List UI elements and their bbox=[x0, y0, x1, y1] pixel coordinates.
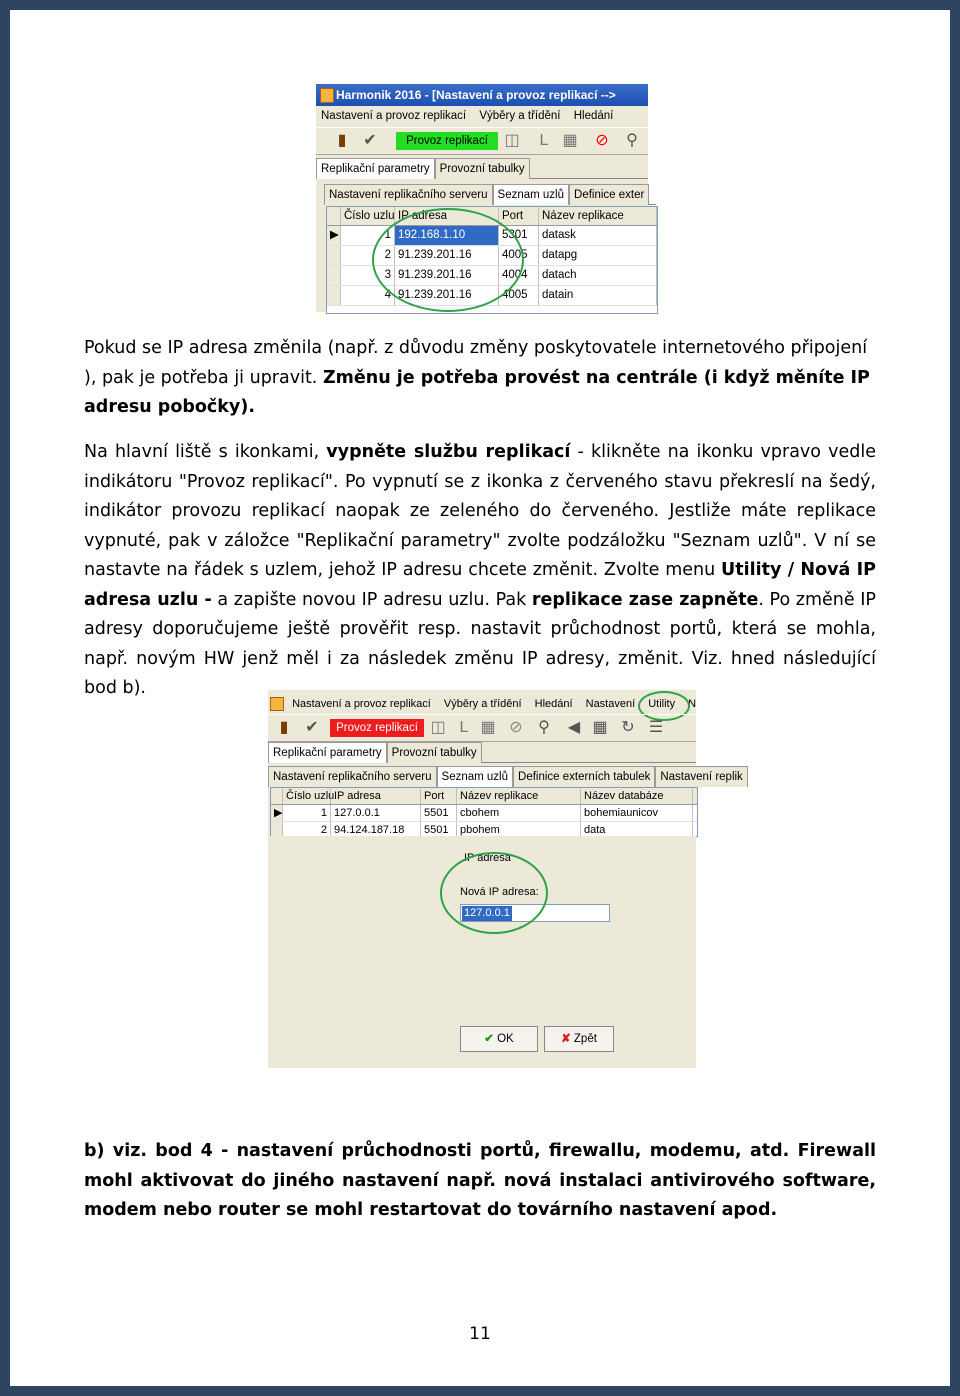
row-header bbox=[327, 286, 341, 305]
table-icon[interactable]: ▦ bbox=[480, 719, 496, 736]
menu-item-search[interactable]: Hledání bbox=[534, 698, 573, 710]
cell-ip-address[interactable]: 91.239.201.16 bbox=[395, 246, 499, 265]
cell-database-name: data bbox=[581, 822, 693, 838]
l-icon[interactable]: L bbox=[539, 132, 549, 149]
header-ip-address[interactable]: IP adresa bbox=[395, 207, 499, 225]
row-pointer-icon: ▶ bbox=[327, 226, 341, 245]
header-node-number[interactable]: Číslo uzlu bbox=[341, 207, 395, 225]
tab-replication-parameters[interactable]: Replikační parametry bbox=[316, 158, 435, 179]
screenshot-replication-settings bbox=[316, 84, 648, 312]
replication-indicator-label: Provoz replikací bbox=[406, 135, 488, 147]
tab-node-list[interactable]: Seznam uzlů bbox=[493, 184, 569, 205]
refresh-icon[interactable]: ↻ bbox=[621, 719, 635, 736]
instructions-text-1: Na hlavní liště s ikonkami, bbox=[84, 442, 327, 462]
menu-item-search[interactable]: Hledání bbox=[573, 110, 614, 122]
cell-replication-name: datain bbox=[539, 286, 657, 305]
instructions-emphasis-1: vypněte službu replikací bbox=[326, 442, 571, 462]
cell-port: 5501 bbox=[421, 805, 457, 821]
menu-item-filters[interactable]: Výběry a třídění bbox=[479, 110, 561, 122]
menu-item-utility[interactable]: Utility bbox=[648, 698, 676, 710]
cell-ip-address[interactable]: 127.0.0.1 bbox=[331, 805, 421, 821]
instructions-text-3: a zapište novou IP adresu uzlu. Pak bbox=[211, 589, 532, 610]
tab-bar-main bbox=[316, 156, 648, 179]
search-icon[interactable]: ⚲ bbox=[626, 132, 638, 149]
cell-node-number: 1 bbox=[341, 226, 395, 245]
paragraph-ip-change-text: Pokud se IP adresa změnila (např. z důvodu změny poskytovatele internetového připojení ), pak je potřeba ji upravit. bbox=[84, 338, 868, 388]
cell-replication-name: cbohem bbox=[457, 805, 581, 821]
paragraph-ip-change-emphasis: Změnu je potřeba provést na centrále (i když měníte IP adresu pobočky). bbox=[84, 367, 870, 417]
menu-bar bbox=[268, 694, 701, 714]
cell-replication-name: datapg bbox=[539, 246, 657, 265]
instructions-text-4: . Po změně IP adresy doporučujeme ještě prověřit resp. nastavit průchodnost portů, která se mohla, např. novým HW jenž měl i za následek změnu IP adresy, změnit. Viz. hned následující bod b). bbox=[84, 589, 876, 698]
menu-item-settings[interactable]: Nastavení a provoz replikací bbox=[321, 110, 467, 122]
header-port[interactable]: Port bbox=[499, 207, 539, 225]
window-title-bar bbox=[316, 84, 648, 106]
tab-operational-tables[interactable]: Provozní tabulky bbox=[387, 742, 482, 763]
table-header bbox=[271, 788, 697, 805]
tab-replication-settings[interactable]: Nastavení replik bbox=[655, 766, 747, 787]
header-database-name[interactable]: Název databáze bbox=[581, 788, 693, 804]
ok-button[interactable] bbox=[460, 1026, 538, 1052]
replication-indicator bbox=[330, 719, 424, 737]
screenshot-new-ip-dialog bbox=[268, 690, 743, 1068]
tab-bar-main bbox=[268, 740, 696, 763]
row-pointer-icon: ▶ bbox=[271, 805, 283, 821]
toolbar bbox=[268, 714, 696, 742]
database-icon[interactable]: ◫ bbox=[504, 132, 520, 149]
header-replication-name[interactable]: Název replikace bbox=[457, 788, 581, 804]
highlight-circle-ip-column bbox=[372, 208, 524, 312]
cell-port: 4005 bbox=[499, 286, 539, 305]
menu-item-more[interactable]: N bbox=[688, 698, 697, 710]
nodes-table bbox=[270, 787, 698, 837]
header-indicator bbox=[327, 207, 341, 225]
cell-ip-address[interactable]: 94.124.187.18 bbox=[331, 822, 421, 838]
check-icon[interactable]: ✔ bbox=[363, 132, 377, 149]
app-icon bbox=[320, 88, 334, 103]
tab-external-definitions[interactable]: Definice exter bbox=[569, 184, 649, 205]
dialog-title: IP adresa bbox=[464, 852, 511, 864]
tab-operational-tables[interactable]: Provozní tabulky bbox=[435, 158, 530, 179]
search-icon[interactable]: ⚲ bbox=[538, 719, 550, 736]
ok-button-label: OK bbox=[497, 1033, 514, 1045]
list-icon[interactable]: ☰ bbox=[648, 719, 664, 736]
table-row[interactable] bbox=[271, 805, 697, 822]
cell-port: 5501 bbox=[421, 822, 457, 838]
header-ip-address[interactable]: IP adresa bbox=[331, 788, 421, 804]
paragraph-ip-change bbox=[84, 334, 876, 423]
cell-port: 5301 bbox=[499, 226, 539, 245]
cell-ip-address[interactable]: 192.168.1.10 bbox=[395, 226, 499, 245]
page-number: 11 bbox=[469, 1324, 491, 1344]
cell-ip-address[interactable]: 91.239.201.16 bbox=[395, 266, 499, 285]
menu-item-filters[interactable]: Výběry a třídění bbox=[443, 698, 522, 710]
instructions-emphasis-2: Utility / Nová IP adresa uzlu - bbox=[84, 560, 876, 610]
nav-icon[interactable]: ◀ bbox=[567, 719, 581, 736]
database-icon[interactable]: ◫ bbox=[430, 719, 446, 736]
window-title: Harmonik 2016 - [Nastavení a provoz replikací --> bbox=[336, 88, 616, 102]
back-button-label: Zpět bbox=[573, 1033, 597, 1045]
back-x-icon: ✘ bbox=[561, 1033, 571, 1045]
cell-ip-address[interactable]: 91.239.201.16 bbox=[395, 286, 499, 305]
menu-item-nastaveni[interactable]: Nastavení bbox=[585, 698, 636, 710]
cell-port: 4004 bbox=[499, 266, 539, 285]
paragraph-instructions bbox=[84, 438, 876, 704]
stop-icon[interactable]: ⊘ bbox=[595, 132, 609, 149]
l-icon[interactable]: L bbox=[459, 719, 469, 736]
header-replication-name[interactable]: Název replikace bbox=[539, 207, 657, 225]
tab-bar-sub bbox=[268, 764, 743, 787]
back-button[interactable] bbox=[544, 1026, 614, 1052]
header-indicator bbox=[271, 788, 283, 804]
row-header bbox=[327, 246, 341, 265]
tab-replication-parameters[interactable]: Replikační parametry bbox=[268, 742, 387, 763]
check-icon[interactable]: ✔ bbox=[305, 719, 319, 736]
tab-server-settings[interactable]: Nastavení replikačního serveru bbox=[324, 184, 493, 205]
cell-replication-name: datach bbox=[539, 266, 657, 285]
instructions-emphasis-3: replikace zase zapněte bbox=[531, 589, 759, 610]
menu-item-settings[interactable]: Nastavení a provoz replikací bbox=[292, 698, 431, 710]
cell-port: 4005 bbox=[499, 246, 539, 265]
cell-node-number: 3 bbox=[341, 266, 395, 285]
table-icon[interactable]: ▦ bbox=[562, 132, 578, 149]
ok-check-icon: ✔ bbox=[484, 1033, 494, 1045]
new-ip-label: Nová IP adresa: bbox=[460, 886, 539, 898]
header-node-number[interactable]: Číslo uzlu bbox=[283, 788, 331, 804]
cell-node-number: 2 bbox=[341, 246, 395, 265]
cell-replication-name: datask bbox=[539, 226, 657, 245]
replication-indicator bbox=[396, 132, 498, 150]
grid-icon[interactable]: ▦ bbox=[592, 719, 608, 736]
cell-node-number: 4 bbox=[341, 286, 395, 305]
app-icon bbox=[270, 697, 284, 711]
replication-indicator-label: Provoz replikací bbox=[336, 722, 418, 734]
menu-bar bbox=[316, 106, 648, 126]
stop-icon[interactable]: ⊘ bbox=[509, 719, 523, 736]
tab-external-tables[interactable]: Definice externích tabulek bbox=[513, 766, 655, 787]
highlight-circle-ip-field bbox=[440, 852, 548, 934]
cell-node-number: 2 bbox=[283, 822, 331, 838]
exit-icon[interactable]: ▮ bbox=[279, 719, 289, 736]
header-port[interactable]: Port bbox=[421, 788, 457, 804]
tab-node-list[interactable]: Seznam uzlů bbox=[437, 766, 513, 787]
cell-replication-name: pbohem bbox=[457, 822, 581, 838]
new-ip-value: 127.0.0.1 bbox=[464, 907, 510, 919]
cell-database-name: bohemiaunicov bbox=[581, 805, 693, 821]
paragraph-ports: b) viz. bod 4 - nastavení průchodnosti portů, firewallu, modemu, atd. Firewall mohl aktivovat do jiného nastavení např. nová instalaci antivirového software, modem nebo router se mohl restartovat do továrního nastavení apod. bbox=[84, 1141, 876, 1220]
toolbar bbox=[316, 127, 648, 155]
cell-node-number: 1 bbox=[283, 805, 331, 821]
tab-server-settings[interactable]: Nastavení replikačního serveru bbox=[268, 766, 437, 787]
ip-address-dialog bbox=[268, 836, 696, 1068]
instructions-text-2: - klikněte na ikonku vpravo vedle indikátoru "Provoz replikací". Po vypnutí se z ikonka z červeného stavu překreslí na šedý, indikátor provozu replikací naopak ze zeleného do červeného. Jestliže máte replikace vypnuté, pak v záložce "Replikační parametry" zvolte podzáložku "Seznam uzlů". V ní se nastavte na řádek s uzlem, jehož IP adresu chcete změnit. Zvolte menu bbox=[84, 442, 876, 580]
exit-icon[interactable]: ▮ bbox=[337, 132, 347, 149]
row-header bbox=[327, 266, 341, 285]
tab-bar-sub bbox=[324, 182, 656, 205]
